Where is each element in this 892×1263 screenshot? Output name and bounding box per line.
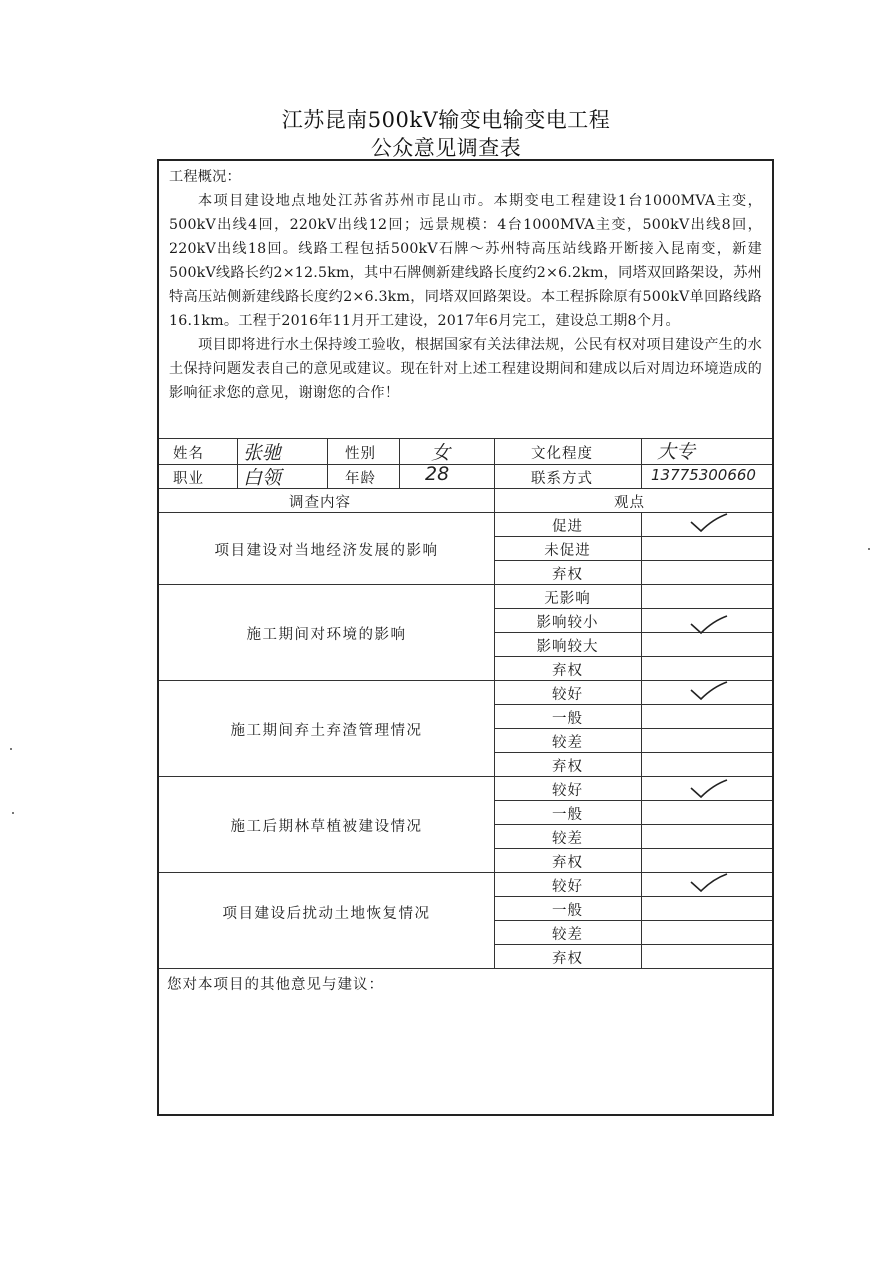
question-label: 施工后期林草植被建设情况 <box>230 819 423 835</box>
rule <box>494 920 772 921</box>
option-label: 影响较小 <box>536 615 599 631</box>
opinion-header: 观点 <box>614 495 645 511</box>
scan-speck <box>12 812 14 814</box>
scan-speck <box>10 748 12 750</box>
option-label: 弃权 <box>552 567 583 583</box>
overview-paragraph-2: 项目即将进行水土保持竣工验收，根据国家有关法律法规，公民有权对项目建设产生的水土保持问题发表自己的意见或建议。现在针对上述工程建设期间和建成以后对周边环境造成的影响征求您的意见，谢谢您的合作！ <box>169 337 762 401</box>
rule <box>494 824 772 825</box>
option-label: 较差 <box>552 735 583 751</box>
rule <box>494 896 772 897</box>
job-label: 职业 <box>173 471 204 487</box>
rule <box>641 438 642 488</box>
age-value[interactable]: 28 <box>425 463 450 485</box>
rule <box>237 438 238 488</box>
option-label: 促进 <box>552 519 583 535</box>
option-label: 未促进 <box>544 543 591 559</box>
option-label: 弃权 <box>552 663 583 679</box>
document-title: 江苏昆南500kV输变电输变电工程 <box>281 108 611 132</box>
option-label: 一般 <box>552 807 583 823</box>
education-value[interactable]: 大专 <box>657 441 696 463</box>
check-mark-icon[interactable] <box>689 779 729 799</box>
age-label: 年龄 <box>345 471 376 487</box>
content-header: 调查内容 <box>289 495 351 511</box>
option-label: 较好 <box>552 687 583 703</box>
rule <box>494 848 772 849</box>
option-label: 弃权 <box>552 951 583 967</box>
rule <box>494 438 495 488</box>
contact-value[interactable]: 13775300660 <box>651 466 756 484</box>
question-label: 施工期间对环境的影响 <box>246 627 407 643</box>
check-mark-icon[interactable] <box>689 615 729 635</box>
rule <box>494 704 772 705</box>
check-mark-icon[interactable] <box>689 873 729 893</box>
rule <box>159 512 772 513</box>
rule <box>159 968 772 969</box>
project-overview <box>159 161 772 405</box>
option-label: 较差 <box>552 831 583 847</box>
rule <box>159 680 772 681</box>
rule <box>494 560 772 561</box>
option-label: 弃权 <box>552 759 583 775</box>
rule <box>327 438 328 488</box>
gender-label: 性别 <box>345 446 376 462</box>
overview-heading: 工程概况： <box>169 169 241 185</box>
gender-value[interactable]: 女 <box>431 442 451 464</box>
check-mark-icon[interactable] <box>689 513 729 533</box>
name-value[interactable]: 张驰 <box>243 442 282 464</box>
option-label: 较好 <box>552 783 583 799</box>
other-comments-label: 您对本项目的其他意见与建议： <box>167 977 384 993</box>
option-label: 较差 <box>552 927 583 943</box>
option-label: 一般 <box>552 903 583 919</box>
check-mark-icon[interactable] <box>689 681 729 701</box>
option-label: 较好 <box>552 879 583 895</box>
rule <box>494 536 772 537</box>
rule <box>641 512 642 968</box>
education-label: 文化程度 <box>531 446 593 462</box>
option-label: 影响较大 <box>536 639 599 655</box>
rule <box>494 944 772 945</box>
rule <box>159 872 772 873</box>
job-value[interactable]: 白领 <box>243 467 282 489</box>
survey-form <box>157 159 774 1116</box>
overview-paragraph-1: 本项目建设地点地处江苏省苏州市昆山市。本期变电工程建设1台1000MVA主变，500kV出线4回，220kV出线12回；远景规模：4台1000MVA主变，500kV出线8回，220kV出线18回。线路工程包括500kV石牌～苏州特高压站线路开断接入昆南变，新建500kV线路长约2×12.5km，其中石牌侧新建线路长度约2×6.2km，同塔双回路架设，苏州特高压站侧新建线路长度约2×6.3km，同塔双回路架设。本工程拆除原有500kV单回路线路16.1km。工程于2016年11月开工建设，2017年6月完工，建设总工期8个月。 <box>169 193 762 329</box>
option-label: 无影响 <box>544 591 591 607</box>
contact-label: 联系方式 <box>531 471 593 487</box>
rule <box>494 800 772 801</box>
scan-speck <box>868 548 870 550</box>
rule <box>494 656 772 657</box>
rule <box>159 584 772 585</box>
rule <box>494 608 772 609</box>
rule <box>494 632 772 633</box>
rule <box>494 752 772 753</box>
rule <box>494 728 772 729</box>
question-label: 项目建设对当地经济发展的影响 <box>214 543 439 559</box>
rule <box>159 776 772 777</box>
name-label: 姓名 <box>173 446 204 462</box>
rule <box>399 438 400 488</box>
option-label: 弃权 <box>552 855 583 871</box>
question-label: 项目建设后扰动土地恢复情况 <box>222 906 431 922</box>
question-label: 施工期间弃土弃渣管理情况 <box>230 723 423 739</box>
option-label: 一般 <box>552 711 583 727</box>
document-subtitle: 公众意见调查表 <box>370 136 522 160</box>
